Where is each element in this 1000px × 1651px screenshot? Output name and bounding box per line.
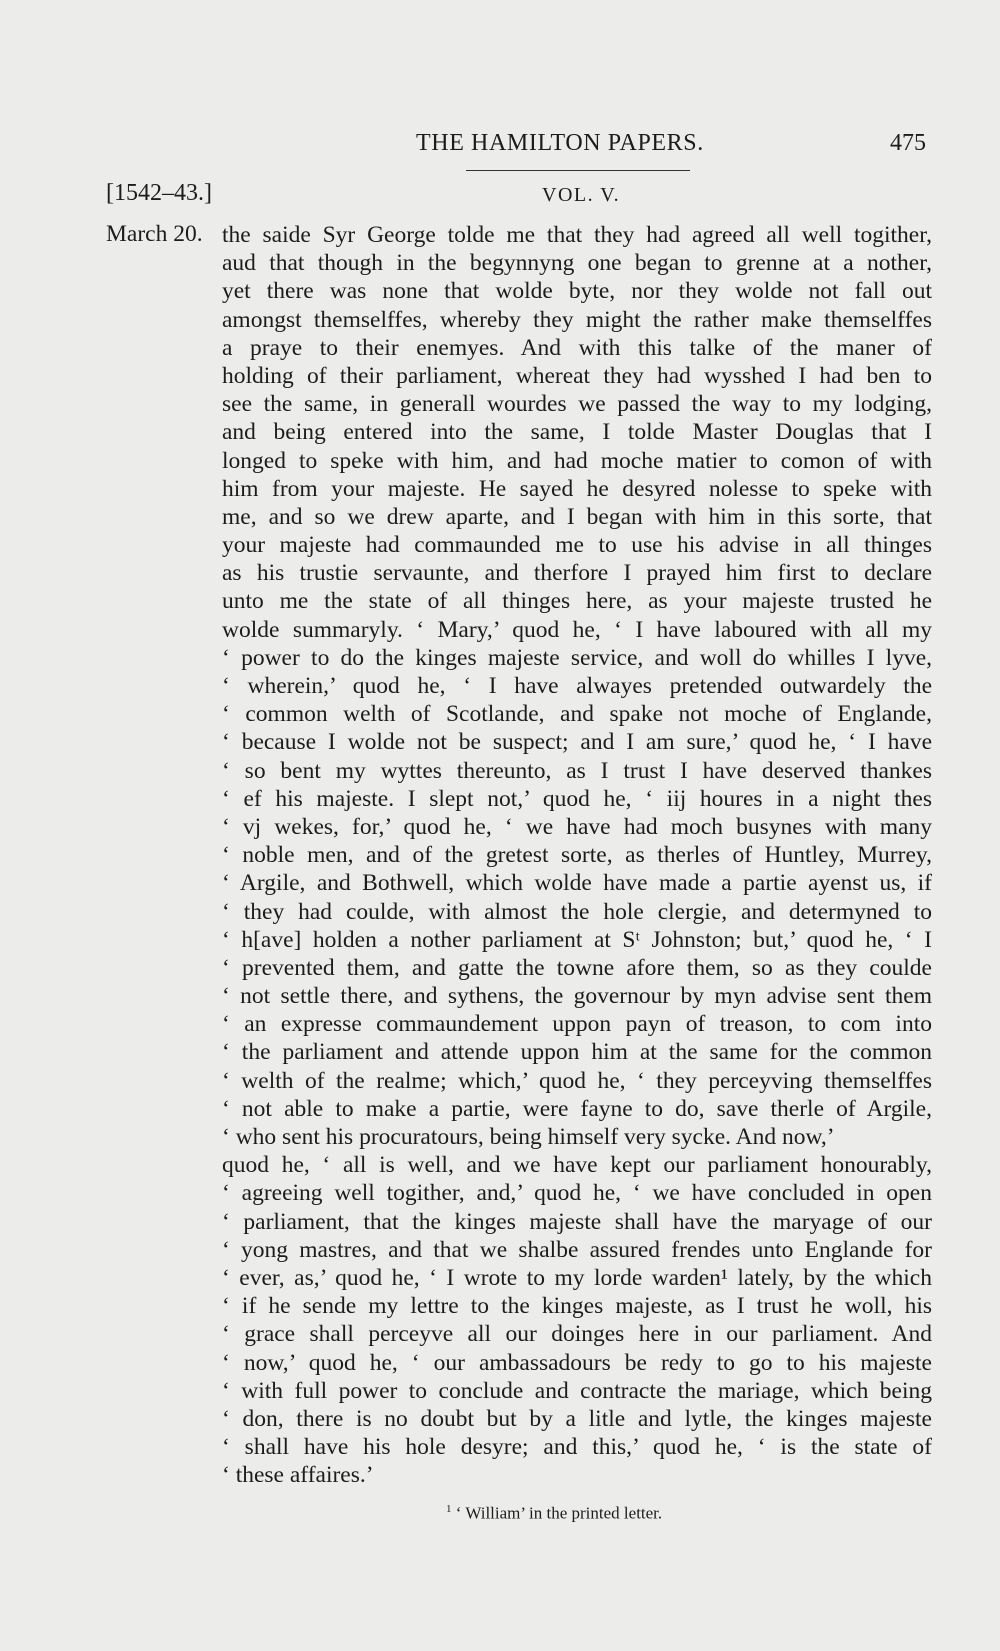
text-line: and being entered into the same, I tolde Master Douglas that I xyxy=(222,419,932,446)
text-line: amongst themselffes, whereby they might the rather make themselffes xyxy=(222,306,932,333)
text-line: the saide Syr George tolde me that they had agreed all well togither, xyxy=(222,222,932,248)
text-line: ‘ who sent his procuratours, being himself very sycke. And now,’ xyxy=(222,1124,835,1150)
text-line: ‘ the parliament and attende uppon him at the same for the common xyxy=(222,1039,932,1066)
text-line: ‘ ef his majeste. I slept not,’ quod he, ‘ iij houres in a night thes xyxy=(222,785,932,812)
text-line: him from your majeste. He sayed he desyred nolesse to speke with xyxy=(222,475,932,502)
text-line: wolde summaryly. ‘ Mary,’ quod he, ‘ I have laboured with all my xyxy=(222,616,932,643)
text-line: holding of their parliament, whereat they had wysshed I had ben to xyxy=(222,362,932,389)
text-line: ‘ vj wekes, for,’ quod he, ‘ we have had moch busynes with many xyxy=(222,813,932,840)
footnote xyxy=(446,1503,662,1524)
text-line: ‘ grace shall perceyve all our doinges here in our parliament. And xyxy=(222,1321,932,1348)
text-line: ‘ not able to make a partie, were fayne to do, save therle of Argile, xyxy=(222,1095,932,1122)
footnote-text: ‘ William’ in the printed letter. xyxy=(455,1503,663,1523)
text-line: ‘ welth of the realme; which,’ quod he, ‘ they perceyving themselffes xyxy=(222,1067,932,1094)
text-line: ‘ so bent my wyttes thereunto, as I trust I have deserved thankes xyxy=(222,757,932,784)
text-line: ‘ don, there is no doubt but by a litle and lytle, the kinges majeste xyxy=(222,1405,932,1432)
footnote-marker: 1 xyxy=(446,1503,452,1515)
text-line: ‘ prevented them, and gatte the towne afore them, so as they coulde xyxy=(222,954,932,981)
margin-date: March 20. xyxy=(106,221,203,247)
text-line: ‘ yong mastres, and that we shalbe assured frendes unto Englande for xyxy=(222,1236,932,1263)
text-line: quod he, ‘ all is well, and we have kept our parliament honourably, xyxy=(222,1152,932,1179)
text-line: longed to speke with him, and had moche matier to comon of with xyxy=(222,447,932,474)
text-line: ‘ power to do the kinges majeste service, and woll do whilles I lyve, xyxy=(222,644,932,671)
text-line: as his trustie servaunte, and therfore I prayed him first to declare xyxy=(222,560,932,587)
text-line: ‘ if he sende my lettre to the kinges majeste, as I trust he woll, his xyxy=(222,1293,932,1320)
text-line: your majeste had commaunded me to use his advise in all thinges xyxy=(222,532,932,559)
text-line: a praye to their enemyes. And with this talke of the maner of xyxy=(222,334,932,361)
text-line: ‘ h[ave] holden a nother parliament at Sᵗ Johnston; but,’ quod he, ‘ I xyxy=(222,926,932,953)
header-rule xyxy=(466,170,690,171)
text-line: ‘ not settle there, and sythens, the governour by myn advise sent them xyxy=(222,983,932,1010)
text-line: ‘ because I wolde not be suspect; and I am sure,’ quod he, ‘ I have xyxy=(222,729,932,756)
text-line: ‘ Argile, and Bothwell, which wolde have made a partie ayenst us, if xyxy=(222,870,932,897)
text-line: yet there was none that wolde byte, nor they wolde not fall out xyxy=(222,278,932,305)
text-line: ‘ ever, as,’ quod he, ‘ I wrote to my lorde warden¹ lately, by the which xyxy=(222,1264,932,1291)
text-line: ‘ noble men, and of the gretest sorte, as therles of Huntley, Murrey, xyxy=(222,842,932,869)
body-text xyxy=(222,221,932,1489)
text-line: ‘ wherein,’ quod he, ‘ I have alwayes pretended outwardely the xyxy=(222,673,932,699)
running-header-title: THE HAMILTON PAPERS. xyxy=(416,130,704,156)
text-line: ‘ shall have his hole desyre; and this,’ quod he, ‘ is the state of xyxy=(222,1434,932,1461)
text-line: aud that though in the begynnyng one began to grenne at a nother, xyxy=(222,250,932,277)
text-line: ‘ now,’ quod he, ‘ our ambassadours be redy to go to his majeste xyxy=(222,1349,932,1376)
text-line: unto me the state of all thinges here, as your majeste trusted he xyxy=(222,588,932,615)
text-line: ‘ these affaires.’ xyxy=(222,1462,374,1489)
page-number: 475 xyxy=(890,130,926,156)
volume-label: VOL. V. xyxy=(542,184,621,206)
text-line: ‘ an expresse commaundement uppon payn of treason, to com into xyxy=(222,1011,932,1038)
date-range: [1542–43.] xyxy=(106,180,212,206)
text-line: ‘ with full power to conclude and contracte the mariage, which being xyxy=(222,1377,932,1404)
text-line: me, and so we drew aparte, and I began with him in this sorte, that xyxy=(222,503,932,530)
text-line: see the same, in generall wourdes we passed the way to my lodging, xyxy=(222,391,932,418)
text-line: ‘ common welth of Scotlande, and spake not moche of Englande, xyxy=(222,701,932,728)
text-line: ‘ they had coulde, with almost the hole clergie, and determyned to xyxy=(222,898,932,925)
text-line: ‘ agreeing well togither, and,’ quod he, ‘ we have concluded in open xyxy=(222,1180,932,1207)
text-line: ‘ parliament, that the kinges majeste shall have the maryage of our xyxy=(222,1208,932,1235)
